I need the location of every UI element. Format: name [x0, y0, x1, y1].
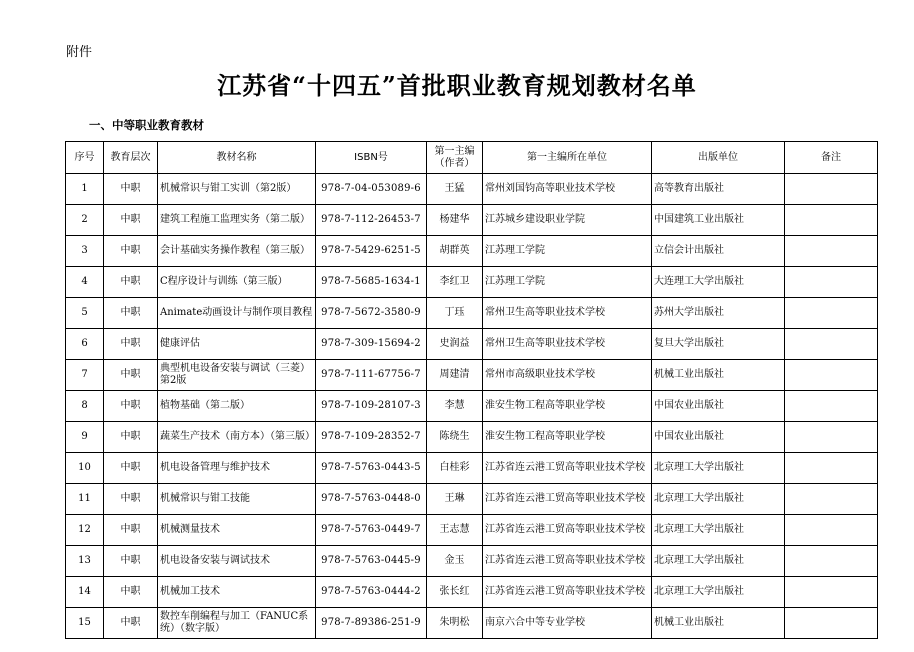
editor-unit-cell: 江苏省连云港工贸高等职业技术学校 — [483, 546, 652, 577]
editor-unit-cell: 常州卫生高等职业技术学校 — [483, 329, 652, 360]
note-cell — [785, 422, 878, 453]
education-level-cell: 中职 — [104, 422, 158, 453]
textbook-name-cell: 建筑工程施工监理实务（第二版） — [158, 205, 316, 236]
chief-editor-cell: 丁珏 — [427, 298, 483, 329]
isbn-cell: 978-7-5763-0445-9 — [316, 546, 427, 577]
note-cell — [785, 546, 878, 577]
textbook-name-cell: 典型机电设备安装与调试（三菱）第2版 — [158, 360, 316, 391]
note-cell — [785, 329, 878, 360]
table-row — [66, 267, 878, 298]
table-row — [66, 484, 878, 515]
table-row — [66, 236, 878, 267]
note-cell — [785, 298, 878, 329]
isbn-cell: 978-7-89386-251-9 — [316, 608, 427, 639]
editor-unit-cell: 常州市高级职业技术学校 — [483, 360, 652, 391]
table-header-row — [66, 142, 878, 174]
editor-unit-cell: 江苏省连云港工贸高等职业技术学校 — [483, 577, 652, 608]
table-row — [66, 422, 878, 453]
textbook-name-cell: Animate动画设计与制作项目教程 — [158, 298, 316, 329]
textbook-name-cell: 健康评估 — [158, 329, 316, 360]
editor-unit-cell: 常州刘国钧高等职业技术学校 — [483, 174, 652, 205]
table-row — [66, 298, 878, 329]
publisher-cell: 机械工业出版社 — [652, 608, 785, 639]
isbn-cell: 978-7-5763-0443-5 — [316, 453, 427, 484]
editor-unit-cell: 淮安生物工程高等职业学校 — [483, 391, 652, 422]
chief-editor-cell: 王猛 — [427, 174, 483, 205]
editor-unit-cell: 江苏城乡建设职业学院 — [483, 205, 652, 236]
textbook-name-cell: 植物基础（第二版） — [158, 391, 316, 422]
note-cell — [785, 515, 878, 546]
textbook-name-cell: 数控车削编程与加工（FANUC系统）（数字版） — [158, 608, 316, 639]
row-number-cell: 7 — [66, 360, 104, 391]
textbook-name-cell: 蔬菜生产技术（南方本）（第三版） — [158, 422, 316, 453]
row-number-cell: 10 — [66, 453, 104, 484]
editor-unit-cell: 江苏理工学院 — [483, 236, 652, 267]
isbn-cell: 978-7-109-28107-3 — [316, 391, 427, 422]
textbook-name-cell: 会计基础实务操作教程（第三版） — [158, 236, 316, 267]
education-level-cell: 中职 — [104, 577, 158, 608]
education-level-cell: 中职 — [104, 546, 158, 577]
row-number-cell: 2 — [66, 205, 104, 236]
education-level-cell: 中职 — [104, 174, 158, 205]
textbook-name-cell: 机械测量技术 — [158, 515, 316, 546]
textbook-table — [65, 141, 878, 639]
header-no: 序号 — [66, 142, 104, 174]
chief-editor-cell: 李红卫 — [427, 267, 483, 298]
header-level: 教育层次 — [104, 142, 158, 174]
education-level-cell: 中职 — [104, 329, 158, 360]
note-cell — [785, 174, 878, 205]
note-cell — [785, 267, 878, 298]
education-level-cell: 中职 — [104, 205, 158, 236]
editor-unit-cell: 常州卫生高等职业技术学校 — [483, 298, 652, 329]
publisher-cell: 立信会计出版社 — [652, 236, 785, 267]
note-cell — [785, 236, 878, 267]
editor-unit-cell: 淮安生物工程高等职业学校 — [483, 422, 652, 453]
chief-editor-cell: 王志慧 — [427, 515, 483, 546]
textbook-name-cell: 机械加工技术 — [158, 577, 316, 608]
chief-editor-cell: 李慧 — [427, 391, 483, 422]
education-level-cell: 中职 — [104, 391, 158, 422]
education-level-cell: 中职 — [104, 453, 158, 484]
publisher-cell: 苏州大学出版社 — [652, 298, 785, 329]
textbook-name-cell: C程序设计与训练（第三版） — [158, 267, 316, 298]
education-level-cell: 中职 — [104, 360, 158, 391]
education-level-cell: 中职 — [104, 298, 158, 329]
textbook-name-cell: 机电设备安装与调试技术 — [158, 546, 316, 577]
publisher-cell: 机械工业出版社 — [652, 360, 785, 391]
isbn-cell: 978-7-5672-3580-9 — [316, 298, 427, 329]
isbn-cell: 978-7-5763-0448-0 — [316, 484, 427, 515]
chief-editor-cell: 史润益 — [427, 329, 483, 360]
row-number-cell: 14 — [66, 577, 104, 608]
isbn-cell: 978-7-5763-0449-7 — [316, 515, 427, 546]
editor-unit-cell: 江苏省连云港工贸高等职业技术学校 — [483, 484, 652, 515]
table-row — [66, 546, 878, 577]
editor-unit-cell: 江苏省连云港工贸高等职业技术学校 — [483, 453, 652, 484]
chief-editor-cell: 朱明松 — [427, 608, 483, 639]
note-cell — [785, 205, 878, 236]
isbn-cell: 978-7-112-26453-7 — [316, 205, 427, 236]
chief-editor-cell: 金玉 — [427, 546, 483, 577]
isbn-cell: 978-7-309-15694-2 — [316, 329, 427, 360]
table-row — [66, 515, 878, 546]
chief-editor-cell: 胡群英 — [427, 236, 483, 267]
publisher-cell: 大连理工大学出版社 — [652, 267, 785, 298]
chief-editor-cell: 陈绕生 — [427, 422, 483, 453]
publisher-cell: 北京理工大学出版社 — [652, 577, 785, 608]
attachment-label: 附件 — [66, 45, 93, 60]
publisher-cell: 北京理工大学出版社 — [652, 484, 785, 515]
header-publisher: 出版单位 — [652, 142, 785, 174]
table-row — [66, 205, 878, 236]
header-name: 教材名称 — [158, 142, 316, 174]
table-row — [66, 174, 878, 205]
publisher-cell: 中国农业出版社 — [652, 422, 785, 453]
table-row — [66, 391, 878, 422]
table-row — [66, 360, 878, 391]
education-level-cell: 中职 — [104, 608, 158, 639]
editor-unit-cell: 南京六合中等专业学校 — [483, 608, 652, 639]
publisher-cell: 北京理工大学出版社 — [652, 515, 785, 546]
header-note: 备注 — [785, 142, 878, 174]
education-level-cell: 中职 — [104, 484, 158, 515]
header-editor: 第一主编（作者） — [427, 142, 483, 174]
row-number-cell: 4 — [66, 267, 104, 298]
row-number-cell: 3 — [66, 236, 104, 267]
textbook-name-cell: 机械常识与钳工实训（第2版） — [158, 174, 316, 205]
row-number-cell: 12 — [66, 515, 104, 546]
publisher-cell: 高等教育出版社 — [652, 174, 785, 205]
row-number-cell: 8 — [66, 391, 104, 422]
note-cell — [785, 360, 878, 391]
note-cell — [785, 453, 878, 484]
isbn-cell: 978-7-5763-0444-2 — [316, 577, 427, 608]
table-body — [66, 174, 878, 639]
row-number-cell: 11 — [66, 484, 104, 515]
textbook-name-cell: 机电设备管理与维护技术 — [158, 453, 316, 484]
header-unit: 第一主编所在单位 — [483, 142, 652, 174]
publisher-cell: 中国建筑工业出版社 — [652, 205, 785, 236]
chief-editor-cell: 王琳 — [427, 484, 483, 515]
row-number-cell: 1 — [66, 174, 104, 205]
document-title: 江苏省“十四五”首批职业教育规划教材名单 — [217, 71, 697, 100]
table-row — [66, 577, 878, 608]
table-row — [66, 453, 878, 484]
note-cell — [785, 608, 878, 639]
editor-unit-cell: 江苏理工学院 — [483, 267, 652, 298]
row-number-cell: 5 — [66, 298, 104, 329]
isbn-cell: 978-7-5429-6251-5 — [316, 236, 427, 267]
chief-editor-cell: 周建清 — [427, 360, 483, 391]
header-isbn: ISBN号 — [316, 142, 427, 174]
table-row — [66, 329, 878, 360]
publisher-cell: 北京理工大学出版社 — [652, 453, 785, 484]
note-cell — [785, 391, 878, 422]
chief-editor-cell: 张长红 — [427, 577, 483, 608]
education-level-cell: 中职 — [104, 515, 158, 546]
chief-editor-cell: 杨建华 — [427, 205, 483, 236]
editor-unit-cell: 江苏省连云港工贸高等职业技术学校 — [483, 515, 652, 546]
publisher-cell: 中国农业出版社 — [652, 391, 785, 422]
note-cell — [785, 484, 878, 515]
row-number-cell: 9 — [66, 422, 104, 453]
education-level-cell: 中职 — [104, 236, 158, 267]
isbn-cell: 978-7-111-67756-7 — [316, 360, 427, 391]
chief-editor-cell: 白桂彩 — [427, 453, 483, 484]
isbn-cell: 978-7-5685-1634-1 — [316, 267, 427, 298]
isbn-cell: 978-7-109-28352-7 — [316, 422, 427, 453]
isbn-cell: 978-7-04-053089-6 — [316, 174, 427, 205]
textbook-name-cell: 机械常识与钳工技能 — [158, 484, 316, 515]
row-number-cell: 15 — [66, 608, 104, 639]
table-row — [66, 608, 878, 639]
publisher-cell: 北京理工大学出版社 — [652, 546, 785, 577]
note-cell — [785, 577, 878, 608]
publisher-cell: 复旦大学出版社 — [652, 329, 785, 360]
row-number-cell: 13 — [66, 546, 104, 577]
section-heading: 一、中等职业教育教材 — [89, 118, 204, 132]
education-level-cell: 中职 — [104, 267, 158, 298]
row-number-cell: 6 — [66, 329, 104, 360]
